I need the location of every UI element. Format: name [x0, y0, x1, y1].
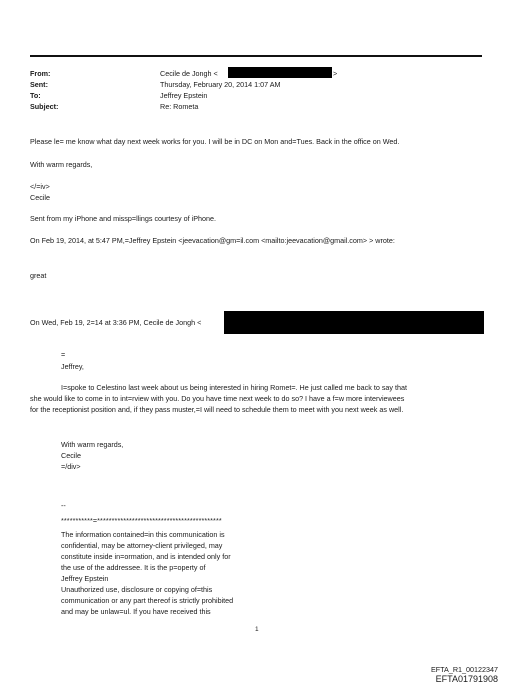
- disclaimer-line-3: constitute inside in=ormation, and is intended only for: [61, 552, 231, 561]
- body-line-1: Please le= me know what day next week works for you. I will be in DC on Mon and=Tues. Back in the office on Wed.: [30, 137, 400, 146]
- disclaimer-line-7: communication or any part thereof is strictly prohibited: [61, 596, 234, 605]
- quote-sign-3: =/div>: [61, 462, 81, 471]
- quote-paragraph-line-1: I=spoke to Celestino last week about us being interested in hiring Romet=. He just called me back to say that: [61, 383, 407, 392]
- quote-marker: =: [61, 350, 66, 359]
- bates-id-2: EFTA01791908: [435, 674, 498, 684]
- disclaimer-line-1: The information contained=in this communication is: [61, 530, 225, 539]
- quote-greeting: Jeffrey,: [61, 362, 84, 371]
- sent-label: Sent:: [30, 80, 48, 89]
- to-value: Jeffrey Epstein: [160, 91, 208, 100]
- signature-dashes: --: [61, 501, 66, 510]
- to-label: To:: [30, 91, 41, 100]
- redaction-box: [224, 311, 484, 334]
- body-line-7: great: [30, 271, 47, 280]
- disclaimer-line-4: the use of the addressee. It is the p=operty of: [61, 563, 206, 572]
- from-value: Cecile de Jongh <: [160, 69, 218, 78]
- disclaimer-line-8: and may be unlaw=ul. If you have received this: [61, 607, 211, 616]
- header-top-rule: [30, 55, 482, 57]
- subject-label: Subject:: [30, 102, 59, 111]
- quote-sign-2: Cecile: [61, 451, 81, 460]
- quote-sign-1: With warm regards,: [61, 440, 124, 449]
- from-value-end: >: [333, 69, 338, 78]
- body-line-8: On Wed, Feb 19, 2=14 at 3:36 PM, Cecile de Jongh <: [30, 318, 202, 327]
- bates-id-1: EFTA_R1_00122347: [431, 665, 498, 674]
- page-number: 1: [255, 626, 259, 633]
- body-line-5: Sent from my iPhone and missp=llings courtesy of iPhone.: [30, 214, 216, 223]
- disclaimer-line-2: confidential, may be attorney-client privileged, may: [61, 541, 223, 550]
- body-line-3: </=iv>: [30, 182, 50, 191]
- body-line-6: On Feb 19, 2014, at 5:47 PM,=Jeffrey Epstein <jeevacation@gm=il.com <mailto:jeevacation@gmail.com> > wrote:: [30, 236, 395, 245]
- body-line-2: With warm regards,: [30, 160, 93, 169]
- disclaimer-line-5: Jeffrey Epstein: [61, 574, 109, 583]
- disclaimer-stars: ***********=*******************************************: [61, 516, 222, 525]
- disclaimer-line-6: Unauthorized use, disclosure or copying of=this: [61, 585, 213, 594]
- subject-value: Re: Rometa: [160, 102, 199, 111]
- redaction-box: [228, 67, 332, 78]
- sent-value: Thursday, February 20, 2014 1:07 AM: [160, 80, 281, 89]
- from-label: From:: [30, 69, 51, 78]
- body-line-4: Cecile: [30, 193, 50, 202]
- quote-paragraph-line-2: she would like to come in to int=rview with you. Do you have time next week to do so? I have a f=w more interviewees: [30, 394, 405, 403]
- quote-paragraph-line-3: for the receptionist position and, if they pass muster,=I will need to schedule them to meet with you next week as well.: [30, 405, 404, 414]
